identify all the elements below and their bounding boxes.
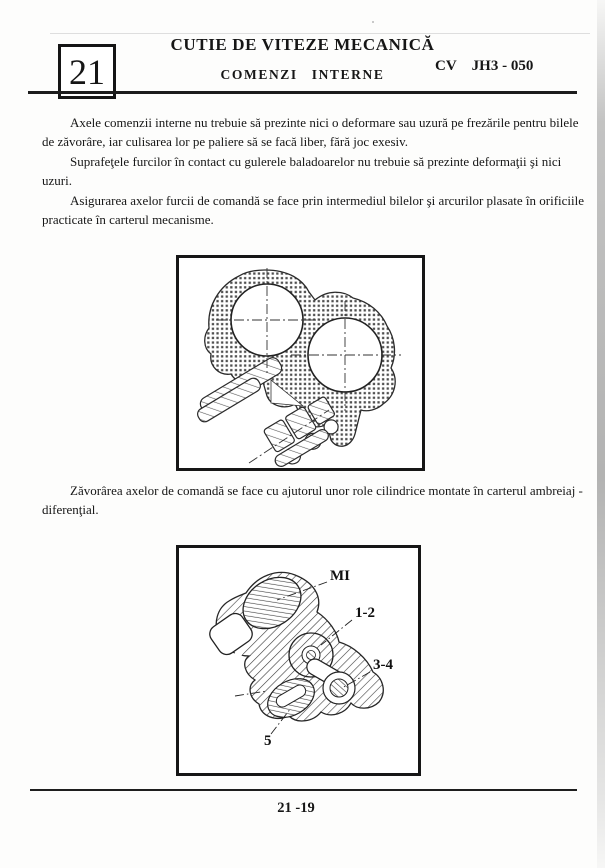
paragraph: Zăvorârea axelor de comandă se face cu ajutorul unor role cilindrice montate în carterul ambreiaj - diferenţial.: [42, 483, 583, 518]
scan-edge-shadow: [597, 0, 605, 868]
footer-rule: [30, 789, 577, 791]
doc-code-value: JH3 - 050: [471, 58, 534, 74]
hub-3-4-core: [330, 679, 348, 697]
figure2-label-mi: MI: [330, 568, 350, 584]
figure-housing-drawing: [179, 548, 418, 773]
header-rule: [28, 91, 577, 94]
figure2-label-1-2: 1-2: [355, 605, 375, 621]
figure-casing-section-drawing: [179, 258, 422, 468]
page-reference: 21 -19: [277, 800, 315, 816]
chapter-number: 21: [69, 51, 105, 92]
note-text: [42, 481, 587, 520]
doc-code-prefix: CV: [435, 58, 457, 74]
figure2-label-3-4: 3-4: [373, 657, 393, 673]
figure-casing-section: [176, 255, 425, 471]
page-subtitle: COMENZI INTERNE: [220, 67, 385, 82]
doc-code: [435, 58, 533, 75]
scan-faint-line: [50, 33, 590, 34]
paragraph: Asigurarea axelor furcii de comandă se face prin intermediul bilelor şi arcurilor plasate în orificiile practicate în carterul mecanisme.: [42, 192, 585, 228]
figure-housing-labelled: [176, 545, 421, 776]
scan-speck: [372, 21, 374, 23]
page-title: CUTIE DE VITEZE MECANICĂ: [170, 35, 435, 54]
paragraph: Axele comenzii interne nu trebuie să prezinte nici o deformare sau uzură pe frezările pentru bilele de zăvorâre, iar culisarea lor pe paliere să se facă liber, fără joc exesiv.: [42, 115, 579, 150]
body-text: [42, 113, 587, 229]
figure2-label-5: 5: [264, 733, 272, 749]
hub-1-2-pin: [307, 651, 316, 660]
paragraph: Suprafeţele furcilor în contact cu gulerele baladoarelor nu trebuie să prezinte deformaţii şi nici uzuri.: [42, 153, 562, 189]
